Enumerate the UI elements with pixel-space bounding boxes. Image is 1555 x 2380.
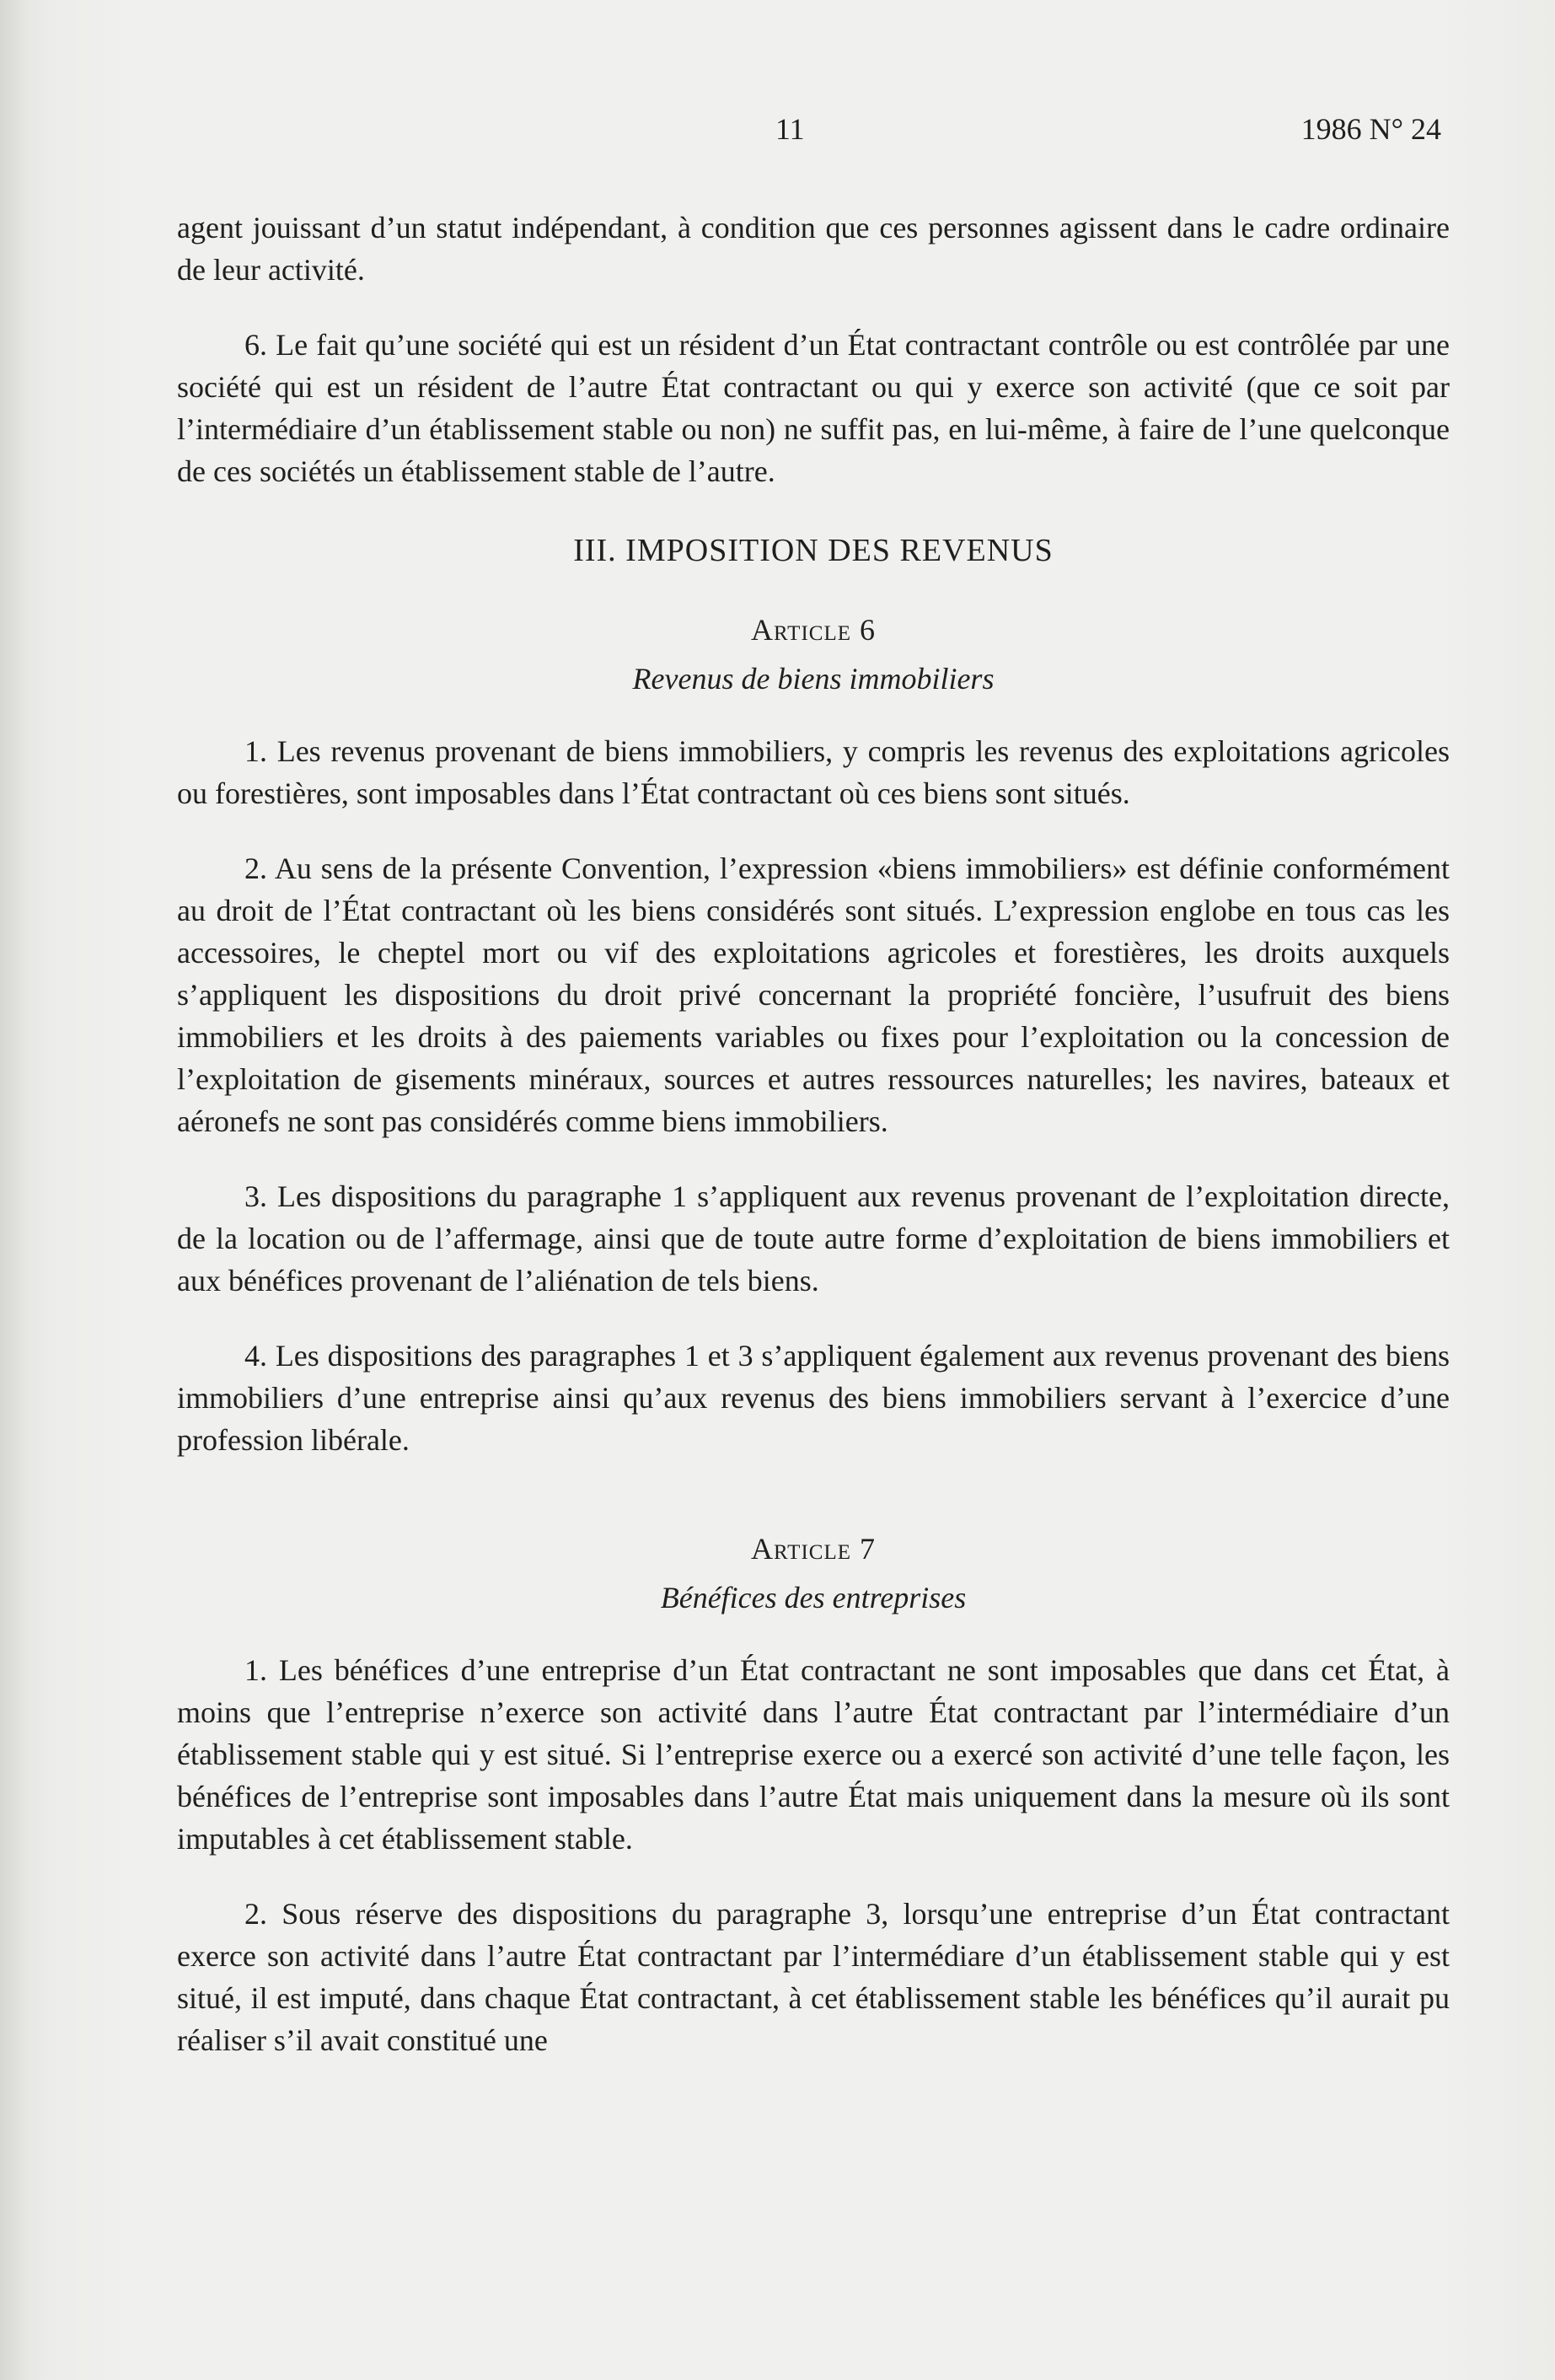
article-6-subtitle: Revenus de biens immobiliers bbox=[632, 662, 995, 696]
article-spacer bbox=[177, 1494, 1450, 1528]
article-6-paragraph-2: 2. Au sens de la présente Convention, l’expression «biens immobiliers» est définie conformément au droit de l’État contractant où les biens considérés sont situés. L’expression englobe en tous cas les accessoires, le cheptel mort ou vif des exploitations agricoles et forestières, les droits auxquels s’appliquent les dispositions du droit privé concernant la propriété foncière, l’usufruit des biens immobiliers et les droits à des paiements variables ou fixes pour l’exploitation ou la concession de l’exploitation de gisements minéraux, sources et autres ressources naturelles; les navires, bateaux et aéronefs ne sont pas considérés comme biens immobiliers. bbox=[177, 852, 1450, 1138]
article-6-paragraph-1: 1. Les revenus provenant de biens immobiliers, y compris les revenus des exploitations agricoles ou forestières, sont imposables dans l’État contractant où ces biens sont situés. bbox=[177, 734, 1450, 810]
article-7-subtitle: Bénéfices des entreprises bbox=[660, 1581, 967, 1614]
article-6-paragraph-4: 4. Les dispositions des paragraphes 1 et 3 s’appliquent également aux revenus provenant des biens immobiliers d’une entreprise ainsi qu’aux revenus des biens immobiliers servant à l’exercice d’une profession libérale. bbox=[177, 1339, 1450, 1457]
section-title: III. IMPOSITION DES REVENUS bbox=[573, 533, 1054, 568]
page-gutter-shadow bbox=[0, 0, 51, 2380]
article-7-title: Article 7 bbox=[751, 1532, 876, 1566]
continuation-paragraph: agent jouissant d’un statut indépendant, à condition que ces personnes agissent dans le cadre ordinaire de leur activité. bbox=[177, 211, 1450, 287]
article-6-paragraph-3: 3. Les dispositions du paragraphe 1 s’appliquent aux revenus provenant de l’exploitation directe, de la location ou de l’affermage, ainsi que de toute autre forme d’exploitation de biens immobiliers et aux bénéfices provenant de l’aliénation de tels biens. bbox=[177, 1179, 1450, 1297]
page-body bbox=[177, 207, 1450, 2094]
page-number: 11 bbox=[775, 112, 805, 146]
document-reference: 1986 N° 24 bbox=[1300, 112, 1441, 146]
article-7-paragraph-2: 2. Sous réserve des dispositions du paragraphe 3, lorsqu’une entreprise d’un État contractant exerce son activité dans l’autre État contractant par l’intermédiare d’un établissement stable qui y est situé, il est imputé, dans chaque État contractant, à cet établissement stable les bénéfices qu’il aurait pu réaliser s’il avait constitué une bbox=[177, 1897, 1450, 2057]
page-header bbox=[0, 111, 1555, 162]
article-6-title: Article 6 bbox=[751, 613, 876, 647]
paragraph-6: 6. Le fait qu’une société qui est un résident d’un État contractant contrôle ou est contrôlée par une société qui est un résident de l’autre État contractant ou qui y exerce son activité (que ce soit par l’intermédiaire d’un établissement stable ou non) ne suffit pas, en lui-même, à faire de l’une quelconque de ces sociétés un établissement stable de l’autre. bbox=[177, 328, 1450, 488]
article-7-paragraph-1: 1. Les bénéfices d’une entreprise d’un État contractant ne sont imposables que dans cet État, à moins que l’entreprise n’exerce son activité dans l’autre État contractant par l’intermédiaire d’un établissement stable qui y est situé. Si l’entreprise exerce ou a exercé son activité d’une telle façon, les bénéfices de l’entreprise sont imposables dans l’autre État mais uniquement dans la mesure où ils sont imputables à cet établissement stable. bbox=[177, 1653, 1450, 1856]
